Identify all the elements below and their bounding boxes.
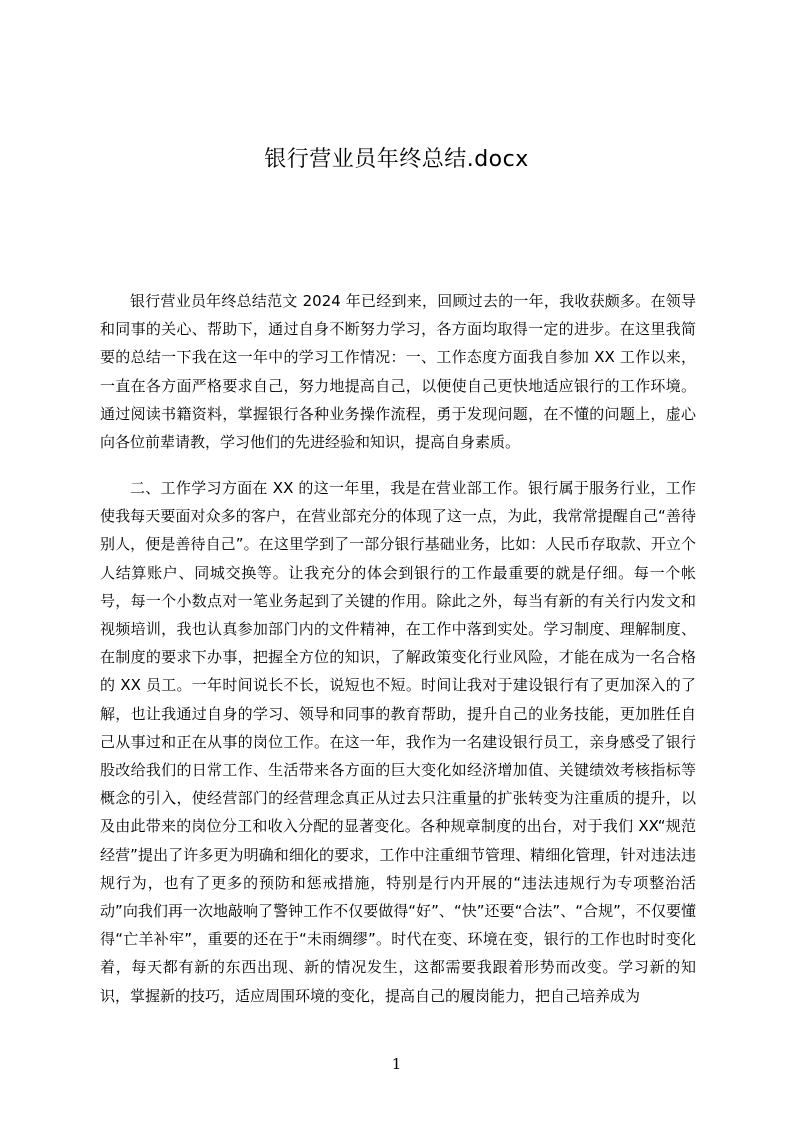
document-title: 银行营业员年终总结.docx <box>264 147 529 172</box>
paragraph-2: 二、工作学习方面在 XX 的这一年里，我是在营业部工作。银行属于服务行业，工作使我每天要面对众多的客户，在营业部充分的体现了这一点，为此，我常常提醒自己“善待别人，便是善待自己”。在这里学到了一部分银行基础业务，比如：人民币存取款、开立个人结算账户、同城交换等。让我充分的体会到银行的工作最重要的就是仔细。每一个帐号，每一个小数点对一笔业务起到了关键的作用。除此之外，每当有新的有关行内发文和视频培训，我也认真参加部门内的文件精神，在工作中落到实处。学习制度、理解制度、在制度的要求下办事，把握全方位的知识，了解政策变化行业风险，才能在成为一名合格的 XX 员工。一年时间说长不长，说短也不短。时间让我对于建设银行有了更加深入的了解，也让我通过自身的学习、领导和同事的教育帮助，提升自己的业务技能，更加胜任自己从事过和正在从事的岗位工作。在这一年，我作为一名建设银行员工，亲身感受了银行股改给我们的日常工作、生活带来各方面的巨大变化如经济增加值、关键绩效考核指标等概念的引入，使经营部门的经营理念真正从过去只注重量的扩张转变为注重质的提升，以及由此带来的岗位分工和收入分配的显著变化。各种规章制度的出台，对于我们 XX“规范经营”提出了许多更为明确和细化的要求，工作中注重细节管理、精细化管理，针对违法违规行为，也有了更多的预防和惩戒措施，特别是行内开展的“违法违规行为专项整治活动”向我们再一次地敲响了警钟工作不仅要做得“好”、“快”还要“合法”、“合规”，不仅要懂得“亡羊补牢”，重要的还在于“未雨绸缪”。时代在变、环境在变，银行的工作也时时变化着，每天都有新的东西出现、新的情况发生，这都需要我跟着形势而改变。学习新的知识，掌握新的技巧，适应周围环境的变化，提高自己的履岗能力，把自己培养成为 <box>100 479 696 1005</box>
page-number: 1 <box>391 1055 402 1073</box>
paragraph-1: 银行营业员年终总结范文 2024 年已经到来，回顾过去的一年，我收获颇多。在领导和同事的关心、帮助下，通过自身不断努力学习，各方面均取得一定的进步。在这里我简要的总结一下我在这一年中的学习工作情况：一、工作态度方面我自参加 XX 工作以来，一直在各方面严格要求自己，努力地提高自己，以便使自己更快地适应银行的工作环境。通过阅读书籍资料，掌握银行各种业务操作流程，勇于发现问题，在不懂的问题上，虚心向各位前辈请教，学习他们的先进经验和知识，提高自身素质。 <box>100 292 696 452</box>
